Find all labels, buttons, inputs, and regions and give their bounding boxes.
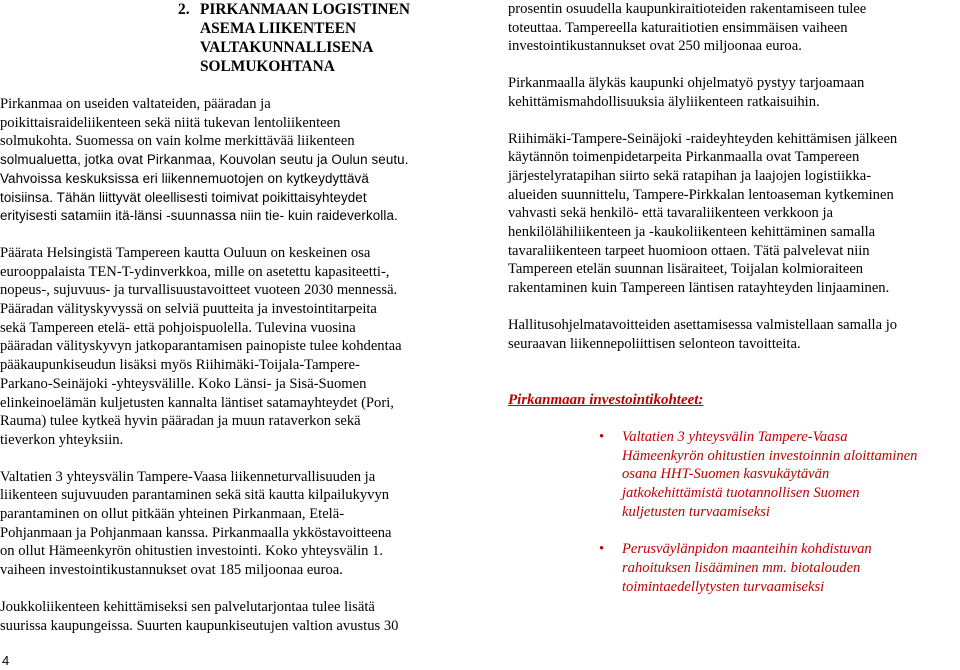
text-line: kuljetusten turvaamiseksi xyxy=(622,503,770,520)
heading-number: 2. xyxy=(178,1,190,18)
text-line: pääkaupunkiseudun lisäksi myös Riihimäki-Toijala-Tampere- xyxy=(0,357,360,374)
page-number: 4 xyxy=(2,653,10,668)
heading-line: SOLMUKOHTANA xyxy=(200,58,335,75)
investment-section-title: Pirkanmaan investointikohteet: xyxy=(508,392,704,409)
text-line: Vahvoissa keskuksissa eri liikennemuotojen on kytkeydyttävä xyxy=(0,170,369,186)
text-line: järjestelyratapihan siirto sekä ratapihan ja laajojen logistiikka- xyxy=(508,167,872,184)
text-line: sekä Tampereen etelä- että pohjoispuolella. Tulevina vuosina xyxy=(0,319,356,336)
text-line: elinkeinoelämän kuljetusten kannalta läntiset satamayhteydet (Pori, xyxy=(0,394,394,411)
text-line: solmukohta. Suomessa on vain kolme merkittävää liikenteen xyxy=(0,133,355,150)
text-line: osana HHT-Suomen kasvukäytävän xyxy=(622,466,830,483)
text-line: toteuttaa. Tampereella katuraitiotien ensimmäisen vaiheen xyxy=(508,19,848,36)
left-paragraph-2 xyxy=(0,244,472,450)
text-line: poikittaisraideliikenteen sekä niitä tukevan lentoliikenteen xyxy=(0,114,341,131)
text-line: Pohjanmaan ja Pohjanmaan kanssa. Pirkanmaalla ykköstavoitteena xyxy=(0,524,392,541)
text-line: parantaminen on ollut pitkään yhteinen Pirkanmaan, Etelä- xyxy=(0,506,345,523)
investment-list xyxy=(508,428,960,597)
text-line: Parkano-Seinäjoki -yhteysvälille. Koko Länsi- ja Sisä-Suomen xyxy=(0,375,367,392)
text-line: liikenteen sujuvuuden parantaminen sekä sitä kautta kilpailukyvyn xyxy=(0,487,390,504)
text-line: Valtatien 3 yhteysvälin Tampere-Vaasa xyxy=(622,428,848,445)
list-item xyxy=(508,428,960,522)
text-line: vahvasti sekä henkilö- että tavaraliikenteen verkkoon ja xyxy=(508,205,833,222)
text-line: erityisesti satamiin itä-länsi -suunnassa niin tie- kuin raideverkolla. xyxy=(0,208,398,224)
text-line: tavaraliikenteen tarpeet huomioon ottaen. Tätä palvelevat niin xyxy=(508,242,870,259)
text-line: vaiheen investointikustannukset ovat 185 miljoonaa euroa. xyxy=(0,562,343,579)
text-line: Rauma) tulee kytkeä hyvin pääradan ja muun rataverkon sekä xyxy=(0,413,361,430)
text-line: henkilölähiliikenteen ja -kaukoliikenteen kehittäminen samalla xyxy=(508,224,876,241)
text-line: Hallitusohjelmatavoitteiden asettamisessa valmistellaan samalla jo xyxy=(508,316,898,333)
bullet-icon: • xyxy=(599,428,605,445)
text-line: Hämeenkyrön ohitustien investoinnin aloittaminen xyxy=(622,447,918,464)
text-line: prosentin osuudella kaupunkiraitioteiden rakentamiseen tulee xyxy=(508,1,867,17)
text-line: rakentaminen kuin Tampereen läntisen ratayhteyden linjaaminen. xyxy=(508,280,890,297)
heading-line: VALTAKUNNALLISENA xyxy=(200,39,374,56)
text-line: investointikustannukset ovat 250 miljoonaa euroa. xyxy=(508,38,802,55)
right-column xyxy=(508,0,960,597)
left-paragraph-1 xyxy=(0,95,472,226)
left-paragraph-3 xyxy=(0,468,472,580)
text-line: tieverkon yhteyksiin. xyxy=(0,431,124,448)
text-line: toisiinsa. Tähän liittyvät oleellisesti toimivat poikittaisyhteydet xyxy=(0,189,367,205)
text-line: Pääradan välityskyvyssä on selviä puutteita ja investointitarpeita xyxy=(0,301,377,318)
right-paragraph-3 xyxy=(508,130,960,298)
heading-line: ASEMA LIIKENTEEN xyxy=(200,20,357,37)
text-line: pääradan välityskyvyn jatkoparantamisen painopiste tulee kohdentaa xyxy=(0,338,402,355)
text-line: Valtatien 3 yhteysvälin Tampere-Vaasa liikenneturvallisuuden ja xyxy=(0,468,376,485)
right-paragraph-4 xyxy=(508,316,960,353)
text-line: alueiden suunnittelu, Tampere-Pirkkalan lentoaseman kytkeminen xyxy=(508,186,894,203)
text-line: on ollut Hämeenkyrön ohitustien investointi. Koko yhteysvälin 1. xyxy=(0,543,384,560)
text-line: eurooppalaista TEN-T-ydinverkkoa, mille on asetettu kapasiteetti-, xyxy=(0,263,390,280)
right-paragraph-2 xyxy=(508,74,960,111)
text-line: Joukkoliikenteen kehittämiseksi sen palvelutarjontaa tulee lisätä xyxy=(0,598,375,615)
text-line: suurissa kaupungeissa. Suurten kaupunkiseutujen valtion avustus 30 xyxy=(0,617,399,634)
text-line: Päärata Helsingistä Tampereen kautta Ouluun on keskeinen osa xyxy=(0,244,371,261)
heading-title xyxy=(200,0,472,76)
text-line: jatkokehittämistä tuotannollisen Suomen xyxy=(622,485,860,502)
text-line: Riihimäki-Tampere-Seinäjoki -raideyhteyden kehittämisen jälkeen xyxy=(508,130,898,147)
list-item xyxy=(508,540,960,596)
bullet-icon: • xyxy=(599,541,605,558)
text-line: Perusväylänpidon maanteihin kohdistuvan xyxy=(622,541,872,558)
section-heading xyxy=(178,0,472,76)
left-paragraph-4 xyxy=(0,598,472,635)
text-line: seuraavan liikennepoliittisen selonteon tavoitteita. xyxy=(508,335,801,352)
text-line: solmualuetta, jotka ovat Pirkanmaa, Kouvolan seutu ja Oulun seutu. xyxy=(0,152,409,168)
text-line: toimintaedellytysten turvaamiseksi xyxy=(622,578,825,595)
text-line: Tampereen etelän suunnan lisäraiteet, Toijalan kolmioraiteen xyxy=(508,261,864,278)
text-line: kehittämismahdollisuuksia älyliikenteen ratkaisuihin. xyxy=(508,93,820,110)
left-column xyxy=(0,0,472,635)
text-line: Pirkanmaa on useiden valtateiden, pääradan ja xyxy=(0,96,271,112)
text-line: käytännön toimenpidetarpeita Pirkanmaalla ovat Tampereen xyxy=(508,149,860,166)
text-line: Pirkanmaalla älykäs kaupunki ohjelmatyö pystyy tarjoamaan xyxy=(508,75,865,92)
text-line: rahoituksen lisääminen mm. biotalouden xyxy=(622,560,861,577)
text-line: nopeus-, sujuvuus- ja turvallisuustavoitteet vuoteen 2030 mennessä. xyxy=(0,282,398,299)
right-paragraph-1 xyxy=(508,0,960,56)
heading-line: PIRKANMAAN LOGISTINEN xyxy=(200,1,410,18)
